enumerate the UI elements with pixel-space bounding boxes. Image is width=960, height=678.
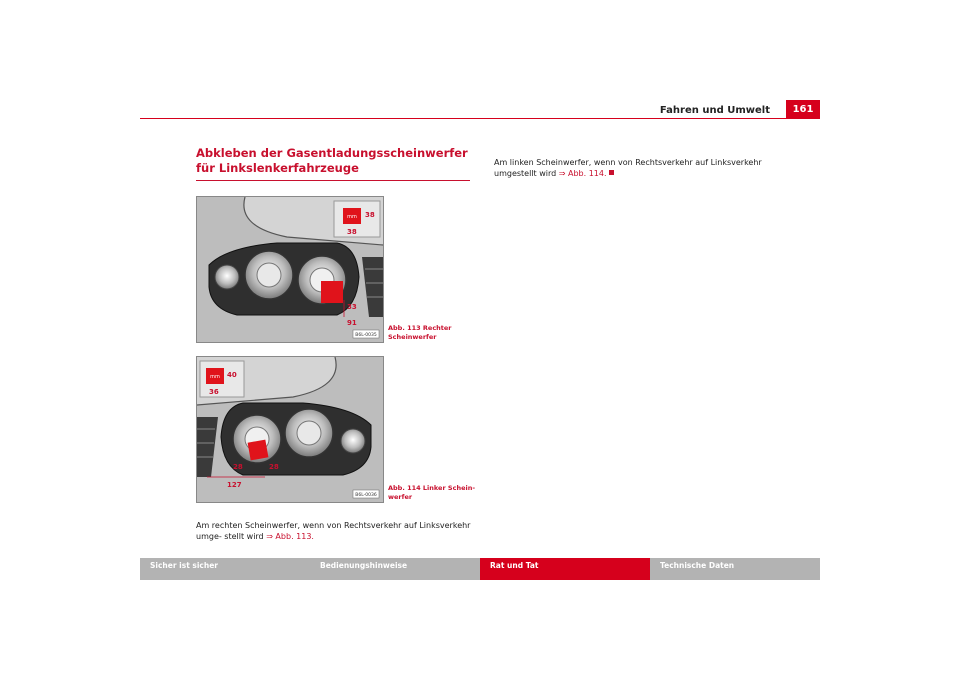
figure-caption: Abb. 114 Linker Schein- werfer xyxy=(388,484,476,501)
image-code: B6L-0036 xyxy=(355,493,377,498)
figure-right-headlight xyxy=(196,196,384,343)
section-rule xyxy=(196,180,470,181)
right-paragraph xyxy=(494,157,784,179)
dimension-label: 127 xyxy=(227,481,242,489)
dimension-label: 28 xyxy=(233,463,243,471)
footer-tab-technische-daten[interactable]: Technische Daten xyxy=(650,558,820,580)
figure-caption: Abb. 113 Rechter Scheinwerfer xyxy=(388,324,452,341)
dimension-label: 28 xyxy=(269,463,279,471)
left-paragraph xyxy=(196,520,474,542)
figure-reference-link[interactable]: ⇒ Abb. 114. xyxy=(558,169,607,178)
footer-tab-rat-und-tat[interactable]: Rat und Tat xyxy=(480,558,650,580)
dimension-label: 38 xyxy=(347,228,357,236)
page-header-title: Fahren und Umwelt xyxy=(659,105,770,116)
dimension-label: 91 xyxy=(347,319,357,327)
header-rule xyxy=(140,118,820,119)
dimension-label: 38 xyxy=(365,211,375,219)
figure-reference-link[interactable]: ⇒ Abb. 113. xyxy=(266,532,314,541)
page-number: 161 xyxy=(786,100,820,119)
dimension-label: 36 xyxy=(209,388,219,396)
mm-label: mm xyxy=(210,374,220,380)
image-code: B6L-0035 xyxy=(355,333,377,338)
paragraph-text: Am linken Scheinwerfer, wenn von Rechtsverkehr auf Linksverkehr umgestellt wird xyxy=(494,158,762,178)
dimension-label: 40 xyxy=(227,371,237,379)
figure-left-headlight xyxy=(196,356,384,503)
section-title: Abkleben der Gasentladungsscheinwerfer für Linkslenkerfahrzeuge xyxy=(196,146,468,175)
footer-tab-bedienungshinweise[interactable]: Bedienungshinweise xyxy=(310,558,480,580)
dimension-label: 33 xyxy=(347,303,357,311)
section-end-marker-icon xyxy=(609,170,614,175)
paragraph-text: Am rechten Scheinwerfer, wenn von Rechtsverkehr auf Linksverkehr umge- stellt wird xyxy=(196,521,471,541)
mm-label: mm xyxy=(347,214,357,220)
footer-tab-sicher-ist-sicher[interactable]: Sicher ist sicher xyxy=(140,558,310,580)
